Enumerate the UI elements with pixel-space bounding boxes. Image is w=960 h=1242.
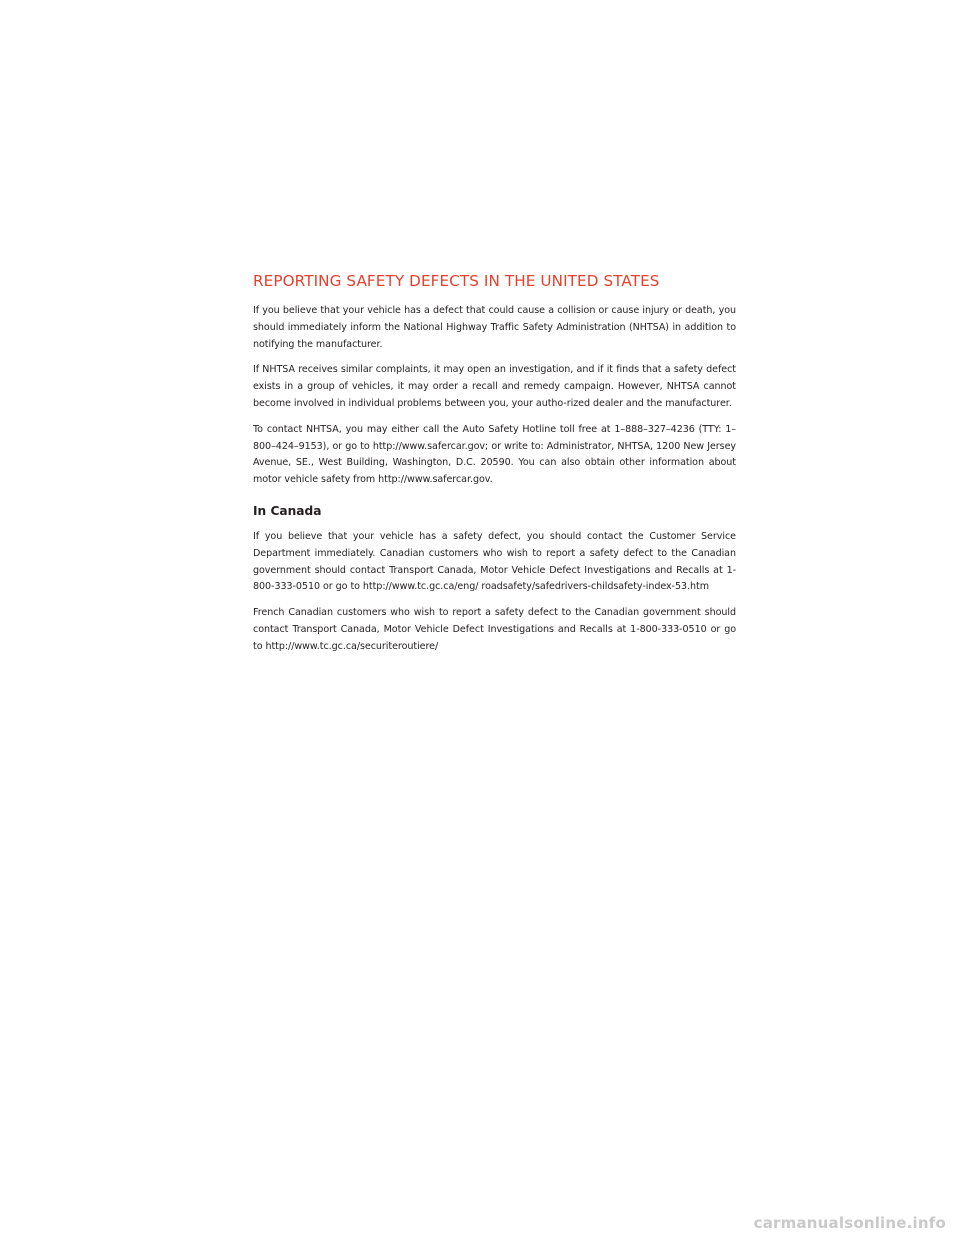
us-paragraph-2: If NHTSA receives similar complaints, it may open an investigation, and if it finds that a safety defect exists in a group of vehicles, it may order a recall and remedy campaign. However, NHTSA cannot become involved in individual problems between you, your autho-rized dealer and the manufacturer.: [253, 364, 736, 409]
watermark-text: carmanualsonline.info: [753, 1214, 946, 1232]
page-content: [253, 270, 736, 665]
canada-subtitle: In Canada: [253, 503, 322, 518]
us-paragraph-1: If you believe that your vehicle has a defect that could cause a collision or cause injury or death, you should immediately inform the National Highway Traffic Safety Administration (NHTSA) in addition to notifying the manufacturer.: [253, 305, 736, 350]
canada-paragraph-1: If you believe that your vehicle has a safety defect, you should contact the Customer Service Department immediately. Canadian customers who wish to report a safety defect to the Canadian government should contact Transport Canada, Motor Vehicle Defect Investigations and Recalls at 1-800-333-0510 or go to http://www.tc.gc.ca/eng/ roadsafety/safedrivers-childsafety-index-53.htm: [253, 530, 736, 593]
us-paragraph-3: To contact NHTSA, you may either call the Auto Safety Hotline toll free at 1–888–327–4236 (TTY: 1–800–424–9153), or go to http://www.safercar.gov; or write to: Administrator, NHTSA, 1200 New Jersey Avenue, SE., West Building, Washington, D.C. 20590. You can also obtain other information about motor vehicle safety from http://www.safercar.gov.: [253, 423, 736, 486]
section-title: REPORTING SAFETY DEFECTS IN THE UNITED STATES: [253, 272, 660, 290]
canada-paragraph-2: French Canadian customers who wish to report a safety defect to the Canadian government should contact Transport Canada, Motor Vehicle Defect Investigations and Recalls at 1-800-333-0510 or go to http://www.tc.gc.ca/securiteroutiere/: [253, 607, 736, 652]
